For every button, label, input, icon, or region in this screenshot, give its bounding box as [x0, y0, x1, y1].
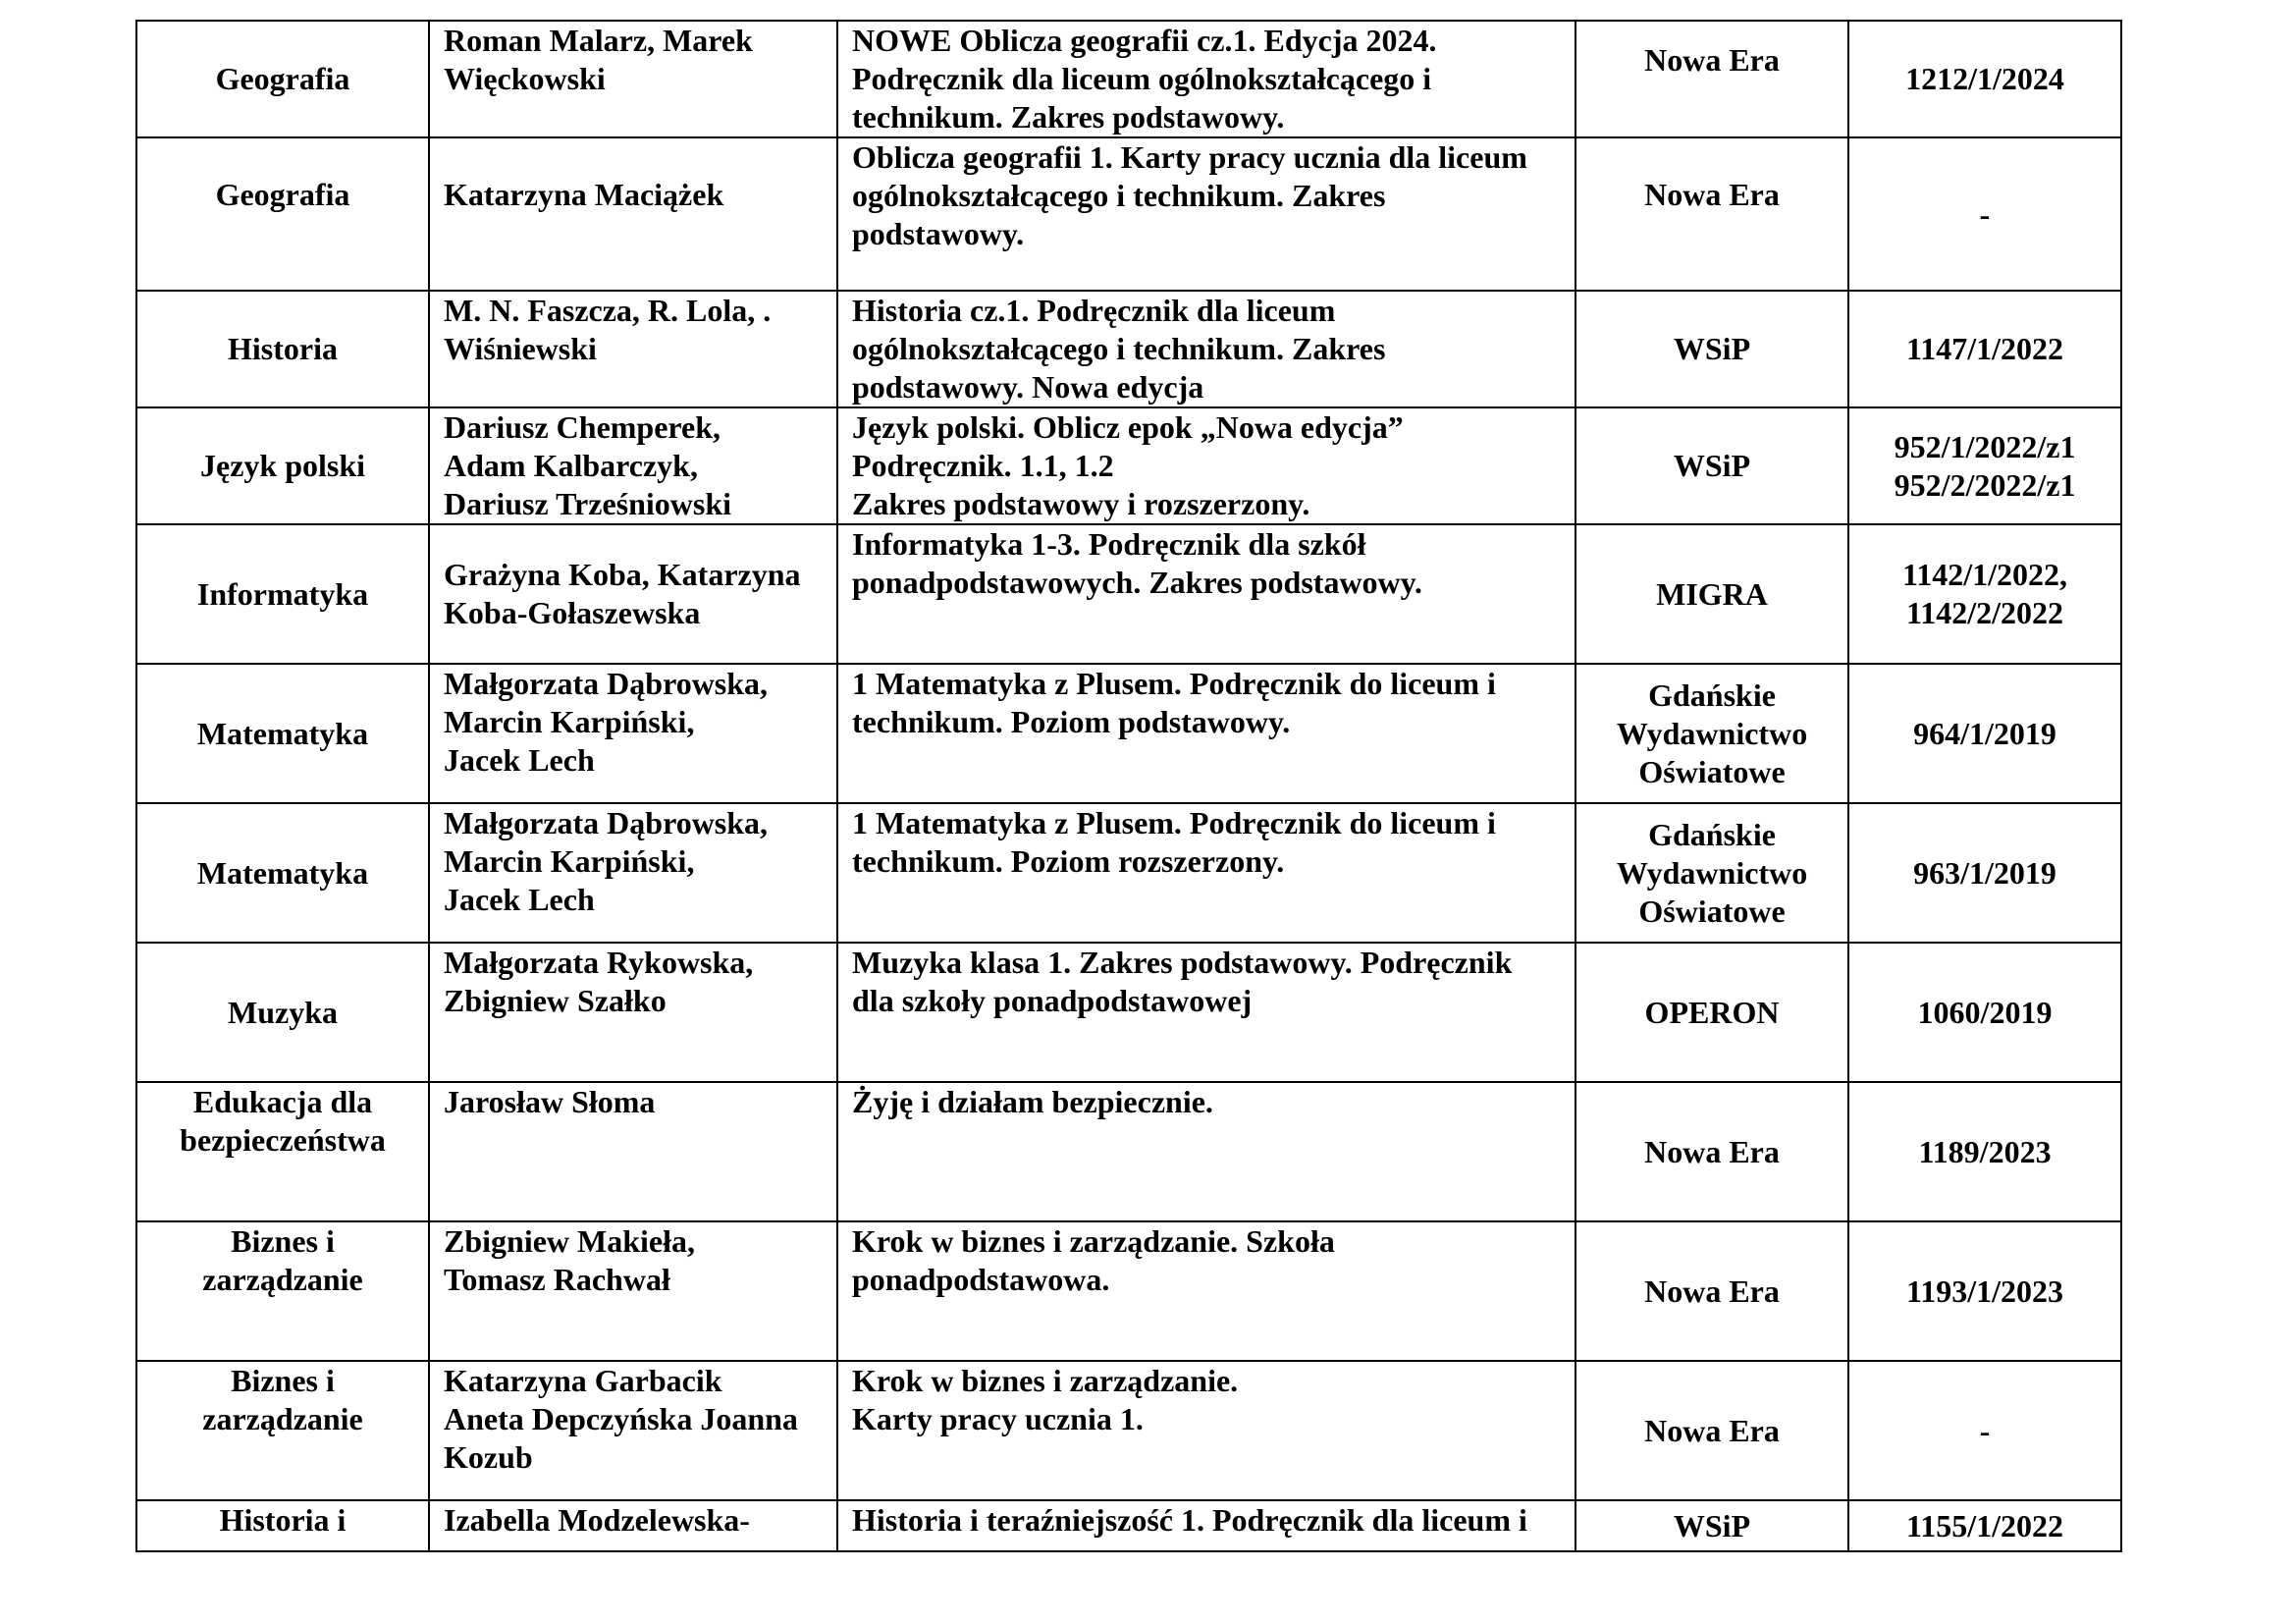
table-row [136, 1361, 2121, 1500]
title-cell: Informatyka 1-3. Podręcznik dla szkół ponadpodstawowych. Zakres podstawowy. [837, 524, 1575, 664]
subject-cell: Język polski [136, 407, 429, 524]
authors-cell: Izabella Modzelewska- [429, 1500, 837, 1551]
title-cell: Historia cz.1. Podręcznik dla liceum ogólnokształcącego i technikum. Zakres podstawowy. Nowa edycja [837, 291, 1575, 407]
publisher-cell: WSiP [1575, 407, 1848, 524]
publisher-cell: WSiP [1575, 1500, 1848, 1551]
title-cell: Żyję i działam bezpiecznie. [837, 1082, 1575, 1221]
table-row [136, 21, 2121, 137]
title-cell: Oblicza geografii 1. Karty pracy ucznia dla liceum ogólnokształcącego i technikum. Zakres podstawowy. [837, 137, 1575, 291]
approval-number-cell: 1147/1/2022 [1848, 291, 2121, 407]
approval-number-cell: 963/1/2019 [1848, 803, 2121, 943]
table-row [136, 664, 2121, 803]
subject-cell: Matematyka [136, 664, 429, 803]
table-row [136, 803, 2121, 943]
publisher-cell: OPERON [1575, 943, 1848, 1082]
publisher-cell: Nowa Era [1575, 1361, 1848, 1500]
title-cell: Krok w biznes i zarządzanie. Szkoła ponadpodstawowa. [837, 1221, 1575, 1361]
subject-cell: Biznes i zarządzanie [136, 1361, 429, 1500]
authors-cell: M. N. Faszcza, R. Lola, . Wiśniewski [429, 291, 837, 407]
table-row [136, 943, 2121, 1082]
authors-cell: Małgorzata Dąbrowska, Marcin Karpiński, Jacek Lech [429, 803, 837, 943]
table-row [136, 291, 2121, 407]
publisher-cell: MIGRA [1575, 524, 1848, 664]
textbook-table [135, 20, 2122, 1552]
table-row [136, 1221, 2121, 1361]
approval-number-cell: 1193/1/2023 [1848, 1221, 2121, 1361]
title-cell: Język polski. Oblicz epok „Nowa edycja” Podręcznik. 1.1, 1.2 Zakres podstawowy i rozszerzony. [837, 407, 1575, 524]
publisher-cell: Nowa Era [1575, 21, 1848, 137]
authors-cell: Jarosław Słoma [429, 1082, 837, 1221]
table-row [136, 407, 2121, 524]
subject-cell: Historia i [136, 1500, 429, 1551]
title-cell: Muzyka klasa 1. Zakres podstawowy. Podręcznik dla szkoły ponadpodstawowej [837, 943, 1575, 1082]
subject-cell: Geografia [136, 137, 429, 291]
table-row [136, 524, 2121, 664]
subject-cell: Geografia [136, 21, 429, 137]
title-cell: NOWE Oblicza geografii cz.1. Edycja 2024. Podręcznik dla liceum ogólnokształcącego i technikum. Zakres podstawowy. [837, 21, 1575, 137]
authors-cell: Małgorzata Dąbrowska, Marcin Karpiński, Jacek Lech [429, 664, 837, 803]
approval-number-cell: 952/1/2022/z1 952/2/2022/z1 [1848, 407, 2121, 524]
subject-cell: Edukacja dla bezpieczeństwa [136, 1082, 429, 1221]
approval-number-cell: 1189/2023 [1848, 1082, 2121, 1221]
publisher-cell: Nowa Era [1575, 1082, 1848, 1221]
approval-number-cell: - [1848, 137, 2121, 291]
publisher-cell: Gdańskie Wydawnictwo Oświatowe [1575, 803, 1848, 943]
approval-number-cell: 1060/2019 [1848, 943, 2121, 1082]
publisher-cell: Nowa Era [1575, 137, 1848, 291]
authors-cell: Roman Malarz, Marek Więckowski [429, 21, 837, 137]
subject-cell: Historia [136, 291, 429, 407]
table-row [136, 1500, 2121, 1551]
authors-cell: Katarzyna Garbacik Aneta Depczyńska Joanna Kozub [429, 1361, 837, 1500]
title-cell: 1 Matematyka z Plusem. Podręcznik do liceum i technikum. Poziom podstawowy. [837, 664, 1575, 803]
authors-cell: Dariusz Chemperek, Adam Kalbarczyk, Dariusz Trześniowski [429, 407, 837, 524]
approval-number-cell: 964/1/2019 [1848, 664, 2121, 803]
approval-number-cell: - [1848, 1361, 2121, 1500]
table-row [136, 1082, 2121, 1221]
subject-cell: Biznes i zarządzanie [136, 1221, 429, 1361]
authors-cell: Katarzyna Maciążek [429, 137, 837, 291]
approval-number-cell: 1155/1/2022 [1848, 1500, 2121, 1551]
subject-cell: Matematyka [136, 803, 429, 943]
publisher-cell: Gdańskie Wydawnictwo Oświatowe [1575, 664, 1848, 803]
subject-cell: Muzyka [136, 943, 429, 1082]
title-cell: 1 Matematyka z Plusem. Podręcznik do liceum i technikum. Poziom rozszerzony. [837, 803, 1575, 943]
authors-cell: Małgorzata Rykowska, Zbigniew Szałko [429, 943, 837, 1082]
authors-cell: Grażyna Koba, Katarzyna Koba-Gołaszewska [429, 524, 837, 664]
publisher-cell: WSiP [1575, 291, 1848, 407]
table-row [136, 137, 2121, 291]
publisher-cell: Nowa Era [1575, 1221, 1848, 1361]
title-cell: Historia i teraźniejszość 1. Podręcznik dla liceum i [837, 1500, 1575, 1551]
subject-cell: Informatyka [136, 524, 429, 664]
authors-cell: Zbigniew Makieła, Tomasz Rachwał [429, 1221, 837, 1361]
approval-number-cell: 1142/1/2022, 1142/2/2022 [1848, 524, 2121, 664]
approval-number-cell: 1212/1/2024 [1848, 21, 2121, 137]
title-cell: Krok w biznes i zarządzanie. Karty pracy ucznia 1. [837, 1361, 1575, 1500]
